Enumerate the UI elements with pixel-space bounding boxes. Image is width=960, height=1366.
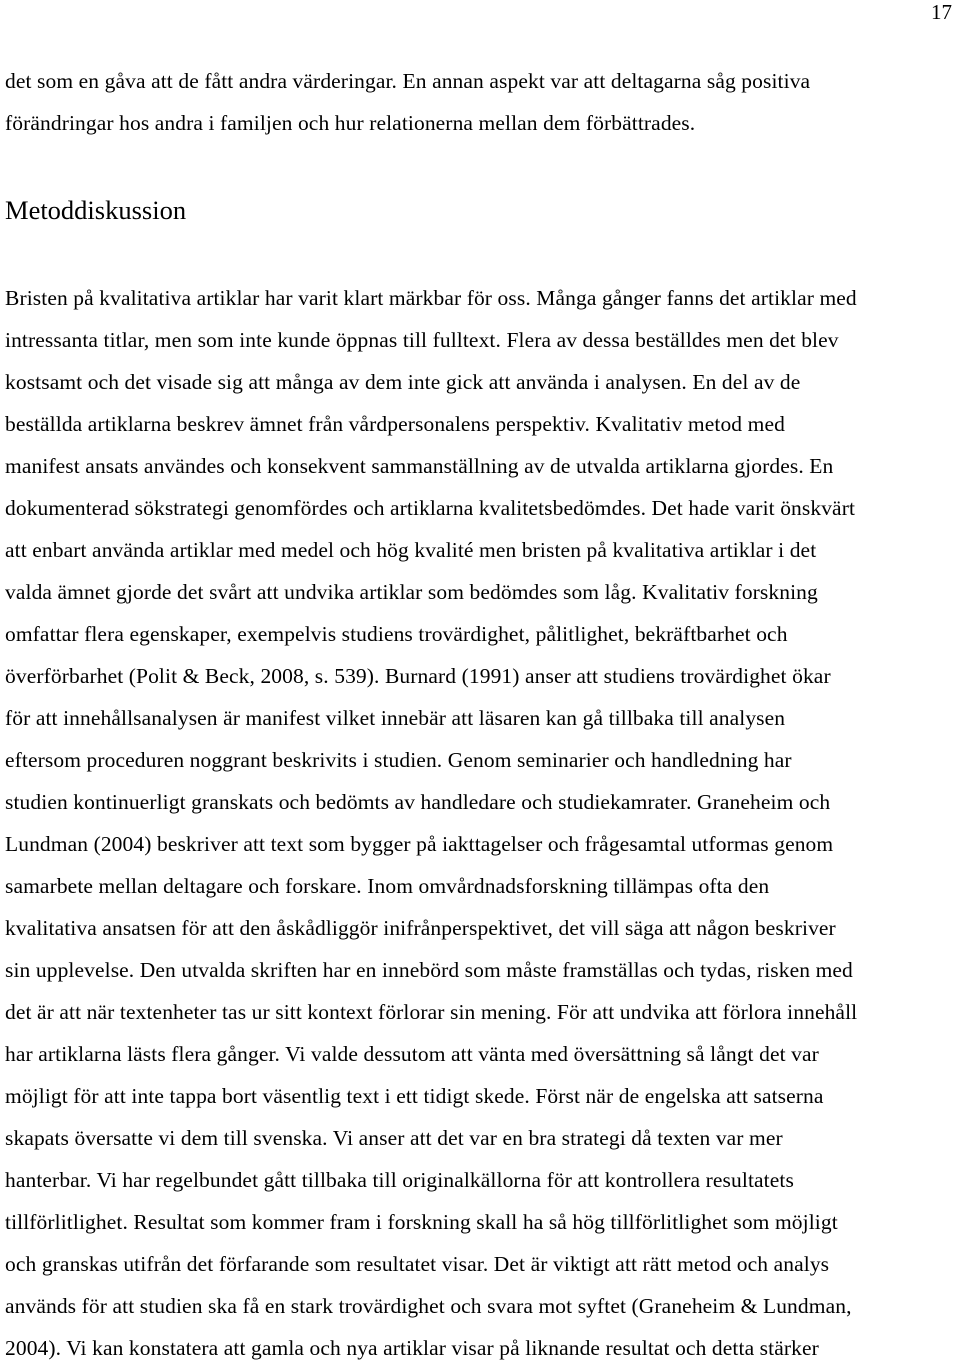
body-line: och granskas utifrån det förfarande som resultatet visar. Det är viktigt att rätt metod och analys <box>5 1252 830 1276</box>
body-line: dokumenterad sökstrategi genomfördes och artiklarna kvalitetsbedömdes. Det hade varit önskvärt <box>5 496 856 520</box>
intro-line: det som en gåva att de fått andra värderingar. En annan aspekt var att deltagarna såg positiva <box>5 69 811 93</box>
body-line: möjligt för att inte tappa bort väsentlig text i ett tidigt skede. Först när de engelska att satserna <box>5 1084 824 1108</box>
body-line: manifest ansats användes och konsekvent sammanställning av de utvalda artiklarna gjordes. En <box>5 454 834 478</box>
body-line: valda ämnet gjorde det svårt att undvika artiklar som bedömdes som låg. Kvalitativ forskning <box>5 580 818 604</box>
body-line: används för att studien ska få en stark trovärdighet och svara mot syftet (Graneheim & Lundman, <box>5 1294 852 1318</box>
body-line: omfattar flera egenskaper, exempelvis studiens trovärdighet, pålitlighet, bekräftbarhet och <box>5 622 788 646</box>
body-line: skapats översatte vi dem till svenska. Vi anser att det var en bra strategi då texten var mer <box>5 1126 783 1150</box>
body-line: studien kontinuerligt granskats och bedömts av handledare och studiekamrater. Graneheim och <box>5 790 831 814</box>
body-line: kvalitativa ansatsen för att den åskådliggör inifrånperspektivet, det vill säga att någon beskriver <box>5 916 836 940</box>
body-line: att enbart använda artiklar med medel och hög kvalité men bristen på kvalitativa artiklar i det <box>5 538 817 562</box>
body-line: beställda artiklarna beskrev ämnet från vårdpersonalens perspektiv. Kvalitativ metod med <box>5 412 785 436</box>
body-line: hanterbar. Vi har regelbundet gått tillbaka till originalkällorna för att kontrollera resultatets <box>5 1168 794 1192</box>
body-line: sin upplevelse. Den utvalda skriften har en innebörd som måste framställas och tydas, risken med <box>5 958 853 982</box>
body-line: intressanta titlar, men som inte kunde öppnas till fulltext. Flera av dessa beställdes men det blev <box>5 328 839 352</box>
body-line: eftersom proceduren noggrant beskrivits i studien. Genom seminarier och handledning har <box>5 748 792 772</box>
body-line: Bristen på kvalitativa artiklar har varit klart märkbar för oss. Många gånger fanns det artiklar med <box>5 286 857 310</box>
body-line: för att innehållsanalysen är manifest vilket innebär att läsaren kan gå tillbaka till analysen <box>5 706 786 730</box>
page-number: 17 <box>931 0 952 24</box>
intro-line: förändringar hos andra i familjen och hur relationerna mellan dem förbättrades. <box>5 111 696 135</box>
body-line: kostsamt och det visade sig att många av dem inte gick att använda i analysen. En del av de <box>5 370 801 394</box>
section-heading: Metoddiskussion <box>5 195 187 225</box>
body-line: Lundman (2004) beskriver att text som bygger på iakttagelser och frågesamtal utformas genom <box>5 832 834 856</box>
body-line: samarbete mellan deltagare och forskare. Inom omvårdnadsforskning tillämpas ofta den <box>5 874 770 898</box>
body-line: det är att när textenheter tas ur sitt kontext förlorar sin mening. För att undvika att förlora innehåll <box>5 1000 858 1024</box>
body-line: överförbarhet (Polit & Beck, 2008, s. 539). Burnard (1991) anser att studiens trovärdighet ökar <box>5 664 831 688</box>
body-line: tillförlitlighet. Resultat som kommer fram i forskning skall ha så hög tillförlitlighet som möjligt <box>5 1210 838 1234</box>
body-line: 2004). Vi kan konstatera att gamla och nya artiklar visar på liknande resultat och detta stärker <box>5 1336 819 1360</box>
body-line: har artiklarna lästs flera gånger. Vi valde dessutom att vänta med översättning så långt det var <box>5 1042 819 1066</box>
